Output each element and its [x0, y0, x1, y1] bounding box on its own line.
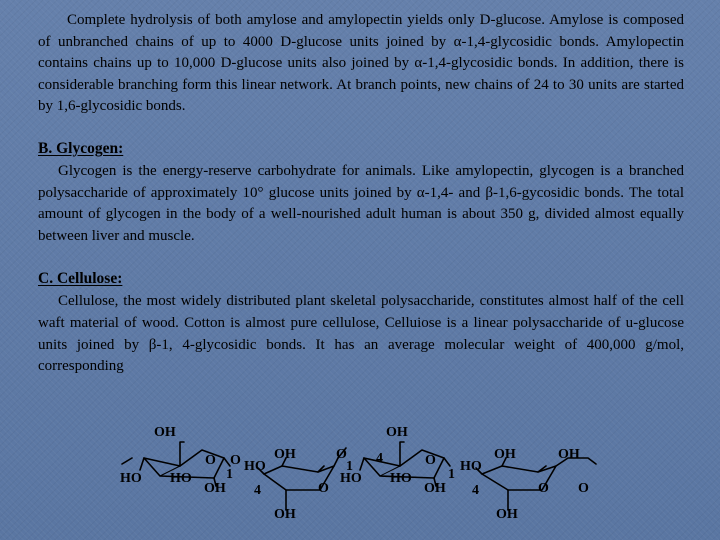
carbon-1-label: 1	[346, 459, 353, 474]
oh-label: OH	[386, 425, 408, 440]
oh-label: OH	[496, 507, 518, 522]
oh-label: OH	[274, 507, 296, 522]
section-c-paragraph: Cellulose, the most widely distributed plant skeletal polysaccharide, constitutes almost half of the cell waft material of wood. Cotton is almost pure cellulose, Celluiose is a linear polysaccharide of u-glucose units joined by β-1, 4-glycosidic bonds. It has an average molecular weight of 400,000 g/mol, corresponding	[38, 293, 684, 375]
intro-paragraph: Complete hydrolysis of both amylose and amylopectin yields only D-glucose. Amylose is composed of unbranched chains of up to 4000 D-glucose units joined by α-1,4-glycosidic bonds. Amylopectin contains chains up to 10,000 D-glucose units also joined by α-1,4-glycosidic bonds. In addition, there is considerable branching form this linear network. At branch points, new chains of 24 to 30 units are started by 1,6-glycosidic bonds.	[38, 12, 684, 115]
carbon-4-label: 4	[254, 483, 261, 498]
carbon-4-label: 4	[472, 483, 479, 498]
carbon-1-label: 1	[226, 467, 233, 482]
ho-label: HO	[390, 471, 412, 486]
ring-oxygen-label: O	[230, 453, 241, 468]
oh-label: OH	[154, 425, 176, 440]
ho-label: HO	[340, 471, 362, 486]
oh-label: OH	[424, 481, 446, 496]
ho-label: HO	[170, 471, 192, 486]
cellulose-structure-diagram	[110, 418, 610, 530]
carbon-1-label: 1	[448, 467, 455, 482]
section-c-heading: C. Cellulose:	[38, 270, 123, 288]
ring-oxygen-label: O	[336, 447, 347, 462]
section-b-paragraph: Glycogen is the energy-reserve carbohydrate for animals. Like amylopectin, glycogen is a branched polysaccharide of approximately 10° glucose units joined by α-1,4- and β-1,6-gycosidic bonds. The total amount of glycogen in the body of a well-nourished adult human is about 350 g, divided almost equally between liver and muscle.	[38, 162, 684, 244]
oh-label: OH	[494, 447, 516, 462]
ring-oxygen-label: O	[425, 453, 436, 468]
ring-oxygen-label: O	[538, 481, 549, 496]
oh-label: OH	[204, 481, 226, 496]
ring-oxygen-label: O	[578, 481, 589, 496]
ring-oxygen-label: O	[318, 481, 329, 496]
section-b-heading: B. Glycogen:	[38, 139, 124, 157]
ho-label: HO	[244, 459, 266, 474]
oh-label: OH	[558, 447, 580, 462]
slide-content	[38, 10, 684, 378]
oh-label: OH	[274, 447, 296, 462]
carbon-4-label: 4	[376, 451, 383, 466]
ring-oxygen-label: O	[205, 453, 216, 468]
ho-label: HO	[460, 459, 482, 474]
ho-label: HO	[120, 471, 142, 486]
